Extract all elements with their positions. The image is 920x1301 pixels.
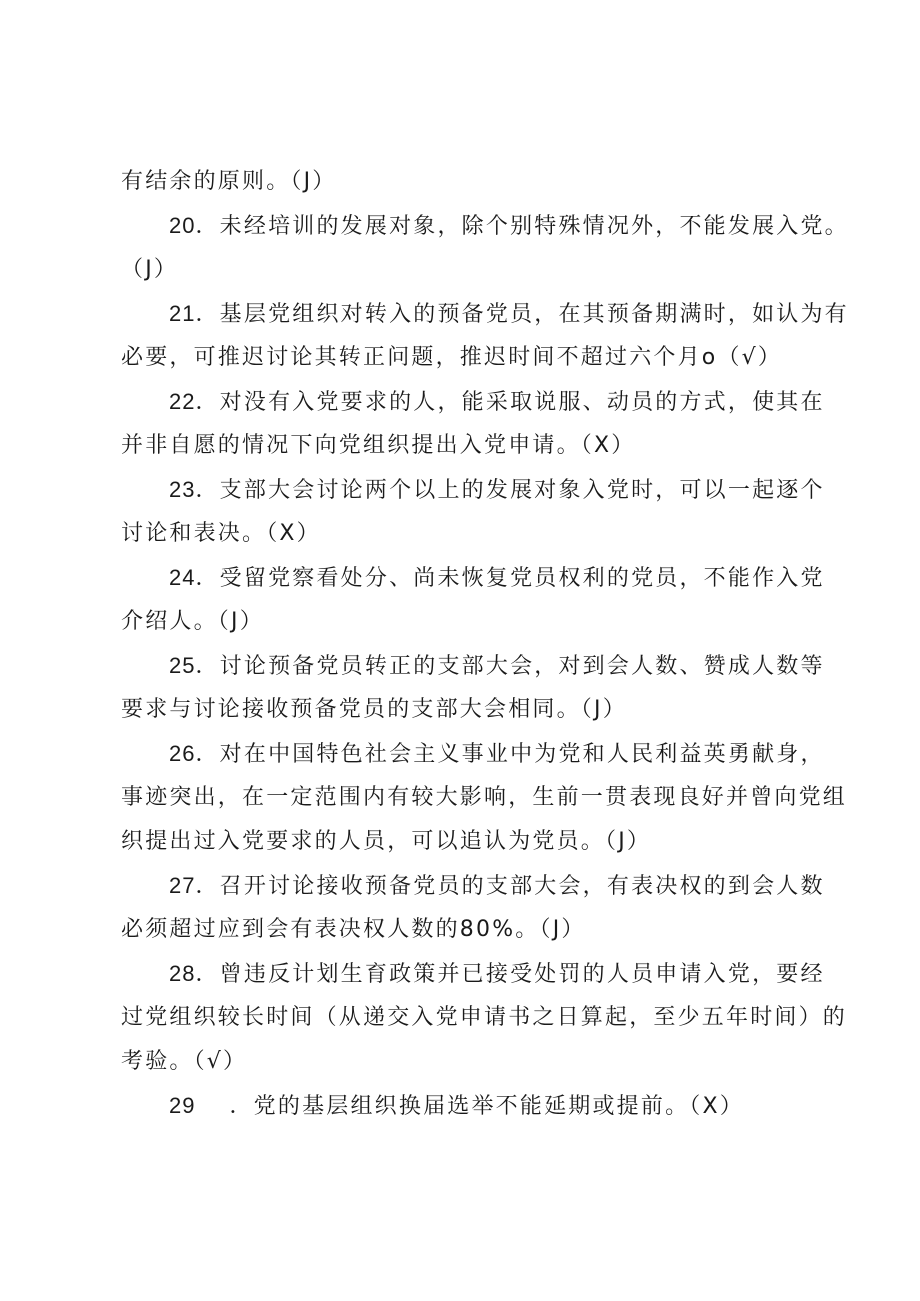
question-24 xyxy=(121,556,825,600)
text-line: 事迹突出，在一定范围内有较大影响，生前一贯表现良好并曾向党组 xyxy=(121,785,848,810)
question-text: ．基层党组织对转入的预备党员，在其预备期满时，如认为有 xyxy=(195,302,849,327)
text-line: 必须超过应到会有表决权人数的80%。（J） xyxy=(121,917,586,942)
question-number: 21 xyxy=(169,301,196,326)
question-23 xyxy=(121,468,825,512)
text-line: 并非自愿的情况下向党组织提出入党申请。（X） xyxy=(121,433,636,458)
question-25 xyxy=(121,644,825,688)
text-line: 介绍人。（J） xyxy=(121,609,264,634)
question-28 xyxy=(121,952,825,996)
text-line: 讨论和表决。（X） xyxy=(121,521,321,546)
question-26 xyxy=(121,732,825,776)
question-number: 26 xyxy=(169,741,196,766)
text-line: 有结余的原则。（J） xyxy=(121,169,337,194)
question-21 xyxy=(121,292,849,336)
text-line: 考验。（√） xyxy=(121,1049,248,1074)
question-text: ．支部大会讨论两个以上的发展对象入党时，可以一起逐个 xyxy=(195,478,825,503)
question-number: 28 xyxy=(169,961,196,986)
question-text: ．党的基层组织换届选举不能延期或提前。（X） xyxy=(229,1094,744,1119)
question-text: ．曾违反计划生育政策并已接受处罚的人员申请入党，要经 xyxy=(195,962,825,987)
question-text: ．未经培训的发展对象，除个别特殊情况外，不能发展入党。 xyxy=(195,214,849,239)
question-text: ．召开讨论接收预备党员的支部大会，有表决权的到会人数 xyxy=(195,874,825,899)
question-number: 24 xyxy=(169,565,196,590)
document-body xyxy=(121,160,849,1128)
text-line: 织提出过入党要求的人员，可以追认为党员。（J） xyxy=(121,829,652,854)
text-line: 要求与讨论接收预备党员的支部大会相同。（J） xyxy=(121,697,627,722)
question-number: 25 xyxy=(169,653,196,678)
question-29 xyxy=(121,1084,811,1128)
question-text: ．受留党察看处分、尚未恢复党员权利的党员，不能作入党 xyxy=(195,566,825,591)
text-line: 过党组织较长时间（从递交入党申请书之日算起，至少五年时间）的 xyxy=(121,1005,848,1030)
question-22 xyxy=(121,380,825,424)
question-text: ．讨论预备党员转正的支部大会，对到会人数、赞成人数等 xyxy=(195,654,825,679)
question-number: 23 xyxy=(169,477,196,502)
question-text: ．对没有入党要求的人，能采取说服、动员的方式，使其在 xyxy=(195,390,825,415)
question-text: ．对在中国特色社会主义事业中为党和人民利益英勇献身， xyxy=(195,742,825,767)
question-number: 27 xyxy=(169,873,196,898)
text-line: 必要，可推迟讨论其转正问题，推迟时间不超过六个月o（√） xyxy=(121,345,783,370)
question-number: 22 xyxy=(169,389,196,414)
question-27 xyxy=(121,864,825,908)
text-line: （J） xyxy=(121,257,179,282)
question-number: 29 xyxy=(169,1093,196,1118)
question-number: 20 xyxy=(169,213,196,238)
question-20 xyxy=(121,204,849,248)
